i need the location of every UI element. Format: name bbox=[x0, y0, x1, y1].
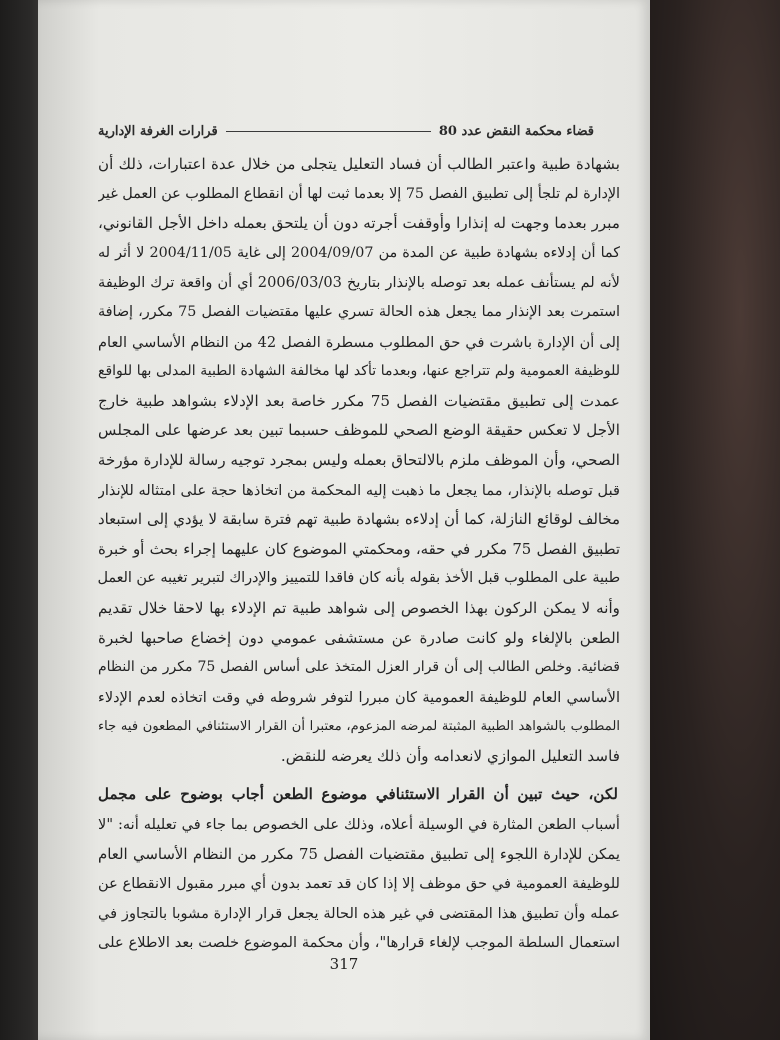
text-line: للوظيفة العمومية ولم تتراجع عنها، وبعدما تأكد لها مخالفة الشهادة الطبية المدلى بها للواقع bbox=[98, 363, 620, 380]
header-rule bbox=[226, 131, 431, 132]
text-line: قضائية. وخلص الطالب إلى أن قرار العزل المتخذ على أساس الفصل 75 مكرر من النظام bbox=[98, 659, 620, 676]
text-line: للوظيفة العمومية في حق موظف إلا إذا كان قد تعمد بدون أي مبرر مقبول الانقطاع عن bbox=[98, 875, 620, 893]
text-line: مخالف لوقائع النازلة، كما أن إدلاءه بشهادة طبية تهم فترة سابقة لا يؤدي إلى استبعاد bbox=[98, 510, 620, 529]
text-line: بشهادة طبية واعتبر الطالب أن فساد التعليل يتجلى من خلال عدة اعتبارات، ذلك أن bbox=[98, 155, 620, 173]
section-title: قرارات الغرفة الإدارية bbox=[98, 123, 218, 139]
text-line: تطبيق الفصل 75 مكرر في حقه، ومحكمتي الموضوع كان عليهما إجراء بحث أو خبرة bbox=[98, 539, 620, 558]
text-line: إلى أن الإدارة باشرت في حق المطلوب مسطرة الفصل 42 من النظام الأساسي العام bbox=[98, 333, 620, 351]
text-line: لأنه لم يستأنف عمله بعد توصله بالإنذار بتاريخ 2006/03/03 أي أن واقعة ترك الوظيفة bbox=[98, 274, 620, 292]
text-line: طبية على المطلوب قبل الأخذ بقوله بأنه كان فاقدا للتمييز والإدراك لتبرير تغيبه عن العمل bbox=[98, 570, 620, 587]
text-line: وأنه لا يمكن الركون بهذا الخصوص إلى شواهد طبية تم الإدلاء بها لاحقا خلال تقديم bbox=[98, 598, 620, 617]
text-line: الطعن بالإلغاء ولو كانت صادرة عن مستشفى عمومي دون إخضاع صاحبها لخبرة bbox=[98, 628, 620, 647]
text-line: الأجل لا تعكس حقيقة الوضع الصحي للموظف حسبما تبين بعد عرضها على المجلس bbox=[98, 421, 620, 440]
text-line: أسباب الطعن المثارة في الوسيلة أعلاه، وذلك على الخصوص بما جاء في تعليله أنه: "لا bbox=[98, 816, 620, 834]
text-line: الأساسي العام للوظيفة العمومية كان مبررا لتوفر شروطه في وقت اتخاذه لعدم الإدلاء bbox=[98, 688, 620, 706]
text-line: استعمال السلطة الموجب لإلغاء قرارها"، وأن محكمة الموضوع خلصت بعد الاطلاع على bbox=[98, 934, 620, 952]
page-number: 317 bbox=[329, 955, 359, 973]
journal-title: قضاء محكمة النقض عدد 80 bbox=[438, 123, 594, 139]
text-line: عمدت إلى تطبيق مقتضيات الفصل 75 مكرر خاصة بعد الإدلاء بشواهد طبية خارج bbox=[98, 391, 620, 410]
text-line: يمكن للإدارة اللجوء إلى تطبيق مقتضيات الفصل 75 مكرر من النظام الأساسي العام bbox=[98, 844, 620, 863]
paragraph-2 bbox=[98, 780, 620, 958]
paragraph-1 bbox=[98, 150, 620, 771]
text-line: الصحي، وأن الموظف ملزم بالالتحاق بعمله وليس بمجرد توجيه رسالة للإدارة مؤرخة bbox=[98, 450, 620, 469]
running-header bbox=[98, 120, 594, 142]
text-line: الإدارة لم تلجأ إلى تطبيق الفصل 75 إلا بعدما ثبت لها أن انقطاع المطلوب عن العمل غير bbox=[98, 185, 620, 202]
text-line: كما أن إدلاءه بشهادة طبية عن المدة من 2004/09/07 إلى غاية 2004/11/05 لا أثر له bbox=[98, 244, 620, 261]
text-line: فاسد التعليل الموازي لانعدامه وأن ذلك يعرضه للنقض. bbox=[280, 746, 620, 765]
text-line: لكن، حيث تبين أن القرار الاستئنافي موضوع الطعن أجاب بوضوح على مجمل bbox=[98, 785, 618, 804]
text-line: استمرت بعد الإنذار مما يجعل هذه الحالة تسري عليها مقتضيات الفصل 75 مكرر، إضافة bbox=[98, 303, 620, 320]
text-line: مبرر بعدما وجهت له إنذارا وأوقفت أجرته دون أن يلتحق بعمله داخل الأجل القانوني، bbox=[98, 214, 620, 233]
text-line: عمله وأن تطبيق هذا المقتضى في غير هذه الحالة يجعل قرار الإدارة مشوبا بالتجاوز في bbox=[98, 904, 620, 922]
body-text bbox=[98, 150, 620, 958]
text-line: المطلوب بالشواهد الطبية المثبتة لمرضه المزعوم، معتبرا أن القرار الاستئنافي المطعون فيه جاء bbox=[98, 719, 620, 735]
background-right bbox=[648, 0, 780, 1040]
text-line: قبل توصله بالإنذار، مما يجعل ما ذهبت إليه المحكمة من اتخاذها حجة على امتثاله للإنذار bbox=[98, 481, 620, 499]
book-page bbox=[38, 0, 650, 1040]
